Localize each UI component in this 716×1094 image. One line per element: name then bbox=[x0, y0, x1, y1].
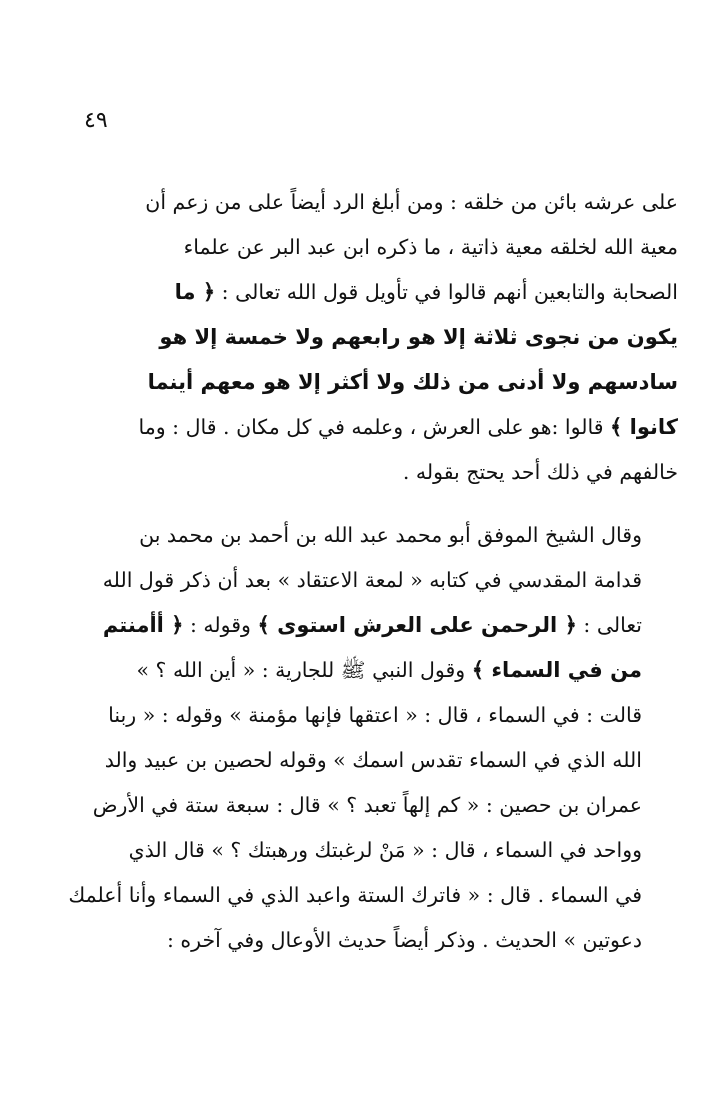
paragraph bbox=[44, 180, 678, 495]
text-line bbox=[44, 450, 678, 495]
quran-quote: يكون من نجوى ثلاثة إلا هو رابعهم ولا خمسة إلا هو bbox=[159, 325, 678, 349]
quran-quote: ﴿ أأمنتم bbox=[102, 613, 184, 637]
text-run: وواحد في السماء ، قال : « مَنْ لرغبتك ورهبتك ؟ » قال الذي bbox=[128, 838, 642, 862]
quran-quote: من في السماء ﴾ bbox=[471, 658, 642, 682]
quran-quote: كانوا ﴾ bbox=[610, 415, 678, 439]
text-run: وقال الشيخ الموفق أبو محمد عبد الله بن أحمد بن محمد بن bbox=[139, 523, 642, 547]
text-line bbox=[44, 693, 678, 738]
quran-quote: سادسهم ولا أدنى من ذلك ولا أكثر إلا هو معهم أينما bbox=[147, 370, 678, 394]
text-line bbox=[44, 828, 678, 873]
text-line bbox=[44, 360, 678, 405]
text-run: خالفهم في ذلك أحد يحتج بقوله . bbox=[402, 460, 678, 484]
text-line bbox=[44, 225, 678, 270]
text-run: تعالى : bbox=[576, 613, 642, 637]
text-line bbox=[44, 558, 678, 603]
text-run: على عرشه بائن من خلقه : ومن أبلغ الرد أيضاً على من زعم أن bbox=[145, 190, 678, 214]
text-line bbox=[44, 918, 678, 963]
text-line bbox=[44, 315, 678, 360]
body-text bbox=[44, 180, 678, 963]
paragraph bbox=[44, 513, 678, 963]
text-run: قالت : في السماء ، قال : « اعتقها فإنها مؤمنة » وقوله : « ربنا bbox=[108, 703, 642, 727]
text-run: قدامة المقدسي في كتابه « لمعة الاعتقاد » بعد أن ذكر قول الله bbox=[102, 568, 642, 592]
page-number: ٤٩ bbox=[84, 108, 108, 133]
text-run: دعوتين » الحديث . وذكر أيضاً حديث الأوعال وفي آخره : bbox=[166, 928, 642, 952]
text-run: وقوله : bbox=[183, 613, 258, 637]
text-line bbox=[44, 648, 678, 693]
text-line bbox=[44, 783, 678, 828]
text-line bbox=[44, 513, 678, 558]
text-line bbox=[44, 873, 678, 918]
text-line bbox=[44, 738, 678, 783]
text-line bbox=[44, 603, 678, 648]
quran-quote: ﴿ الرحمن على العرش استوى ﴾ bbox=[257, 613, 577, 637]
text-run: الصحابة والتابعين أنهم قالوا في تأويل قول الله تعالى : bbox=[215, 280, 678, 304]
text-line bbox=[44, 270, 678, 315]
text-run: الله الذي في السماء تقدس اسمك » وقوله لحصين بن عبيد والد bbox=[104, 748, 642, 772]
text-run: وقول النبي ﷺ للجارية : « أين الله ؟ » bbox=[136, 658, 472, 682]
text-line bbox=[44, 405, 678, 450]
text-run: قالوا :هو على العرش ، وعلمه في كل مكان . قال : وما bbox=[138, 415, 611, 439]
text-run: في السماء . قال : « فاترك الستة واعبد الذي في السماء وأنا أعلمك bbox=[68, 883, 642, 907]
text-run: معية الله لخلقه معية ذاتية ، ما ذكره ابن عبد البر عن علماء bbox=[183, 235, 678, 259]
text-line bbox=[44, 180, 678, 225]
quran-quote: ﴿ ما bbox=[174, 280, 216, 304]
text-run: عمران بن حصين : « كم إلهاً تعبد ؟ » قال : سبعة ستة في الأرض bbox=[92, 793, 642, 817]
